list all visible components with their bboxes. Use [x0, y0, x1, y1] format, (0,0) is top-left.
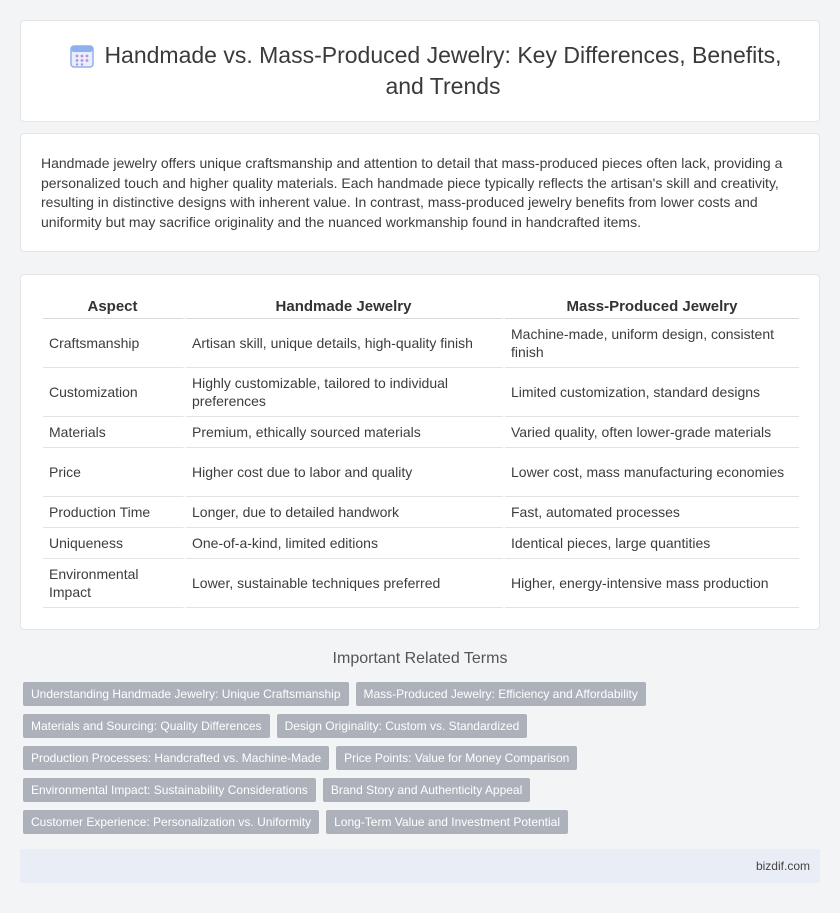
row-aspect: Price: [43, 448, 186, 497]
header-card: [20, 20, 820, 122]
row-mass-produced: Higher, energy-intensive mass production: [505, 559, 799, 608]
related-term-tag[interactable]: Environmental Impact: Sustainability Considerations: [23, 778, 316, 802]
related-terms-list: [23, 682, 813, 842]
row-mass-produced: Machine-made, uniform design, consistent finish: [505, 319, 799, 368]
header-mass-produced: Mass-Produced Jewelry: [505, 295, 799, 319]
row-aspect: Uniqueness: [43, 528, 186, 559]
row-aspect: Customization: [43, 368, 186, 417]
table-row: [43, 528, 799, 559]
row-aspect: Production Time: [43, 497, 186, 528]
header-aspect: Aspect: [43, 295, 186, 319]
related-term-tag[interactable]: Production Processes: Handcrafted vs. Machine-Made: [23, 746, 329, 770]
row-handmade: Premium, ethically sourced materials: [186, 417, 505, 448]
row-mass-produced: Varied quality, often lower-grade materials: [505, 417, 799, 448]
table-row: [43, 559, 799, 608]
related-term-tag[interactable]: Price Points: Value for Money Comparison: [336, 746, 577, 770]
table-row: [43, 368, 799, 417]
intro-card: [20, 133, 820, 252]
header-handmade: Handmade Jewelry: [186, 295, 505, 319]
table-header-row: [43, 295, 799, 319]
calendar-icon: [68, 42, 96, 70]
row-handmade: Higher cost due to labor and quality: [186, 448, 505, 497]
related-term-tag[interactable]: Customer Experience: Personalization vs. Uniformity: [23, 810, 319, 834]
comparison-table-card: [20, 274, 820, 630]
row-mass-produced: Identical pieces, large quantities: [505, 528, 799, 559]
comparison-table: [43, 295, 799, 608]
table-row: [43, 319, 799, 368]
row-aspect: Craftsmanship: [43, 319, 186, 368]
table-row: [43, 417, 799, 448]
row-handmade: Longer, due to detailed handwork: [186, 497, 505, 528]
footer-site-link[interactable]: bizdif.com: [755, 859, 810, 873]
row-aspect: Materials: [43, 417, 186, 448]
row-handmade: Highly customizable, tailored to individual preferences: [186, 368, 505, 417]
row-handmade: One-of-a-kind, limited editions: [186, 528, 505, 559]
table-row: [43, 448, 799, 497]
table-row: [43, 497, 799, 528]
related-term-tag[interactable]: Mass-Produced Jewelry: Efficiency and Affordability: [356, 682, 646, 706]
page-title: Handmade vs. Mass-Produced Jewelry: Key Differences, Benefits, and Trends: [104, 42, 782, 99]
row-handmade: Artisan skill, unique details, high-quality finish: [186, 319, 505, 368]
row-aspect: Environmental Impact: [43, 559, 186, 608]
related-term-tag[interactable]: Brand Story and Authenticity Appeal: [323, 778, 530, 802]
related-term-tag[interactable]: Understanding Handmade Jewelry: Unique Craftsmanship: [23, 682, 349, 706]
row-mass-produced: Limited customization, standard designs: [505, 368, 799, 417]
related-term-tag[interactable]: Materials and Sourcing: Quality Differences: [23, 714, 270, 738]
title-wrap: [40, 40, 800, 102]
row-mass-produced: Fast, automated processes: [505, 497, 799, 528]
related-term-tag[interactable]: Design Originality: Custom vs. Standardized: [277, 714, 528, 738]
related-term-tag[interactable]: Long-Term Value and Investment Potential: [326, 810, 568, 834]
footer: [20, 849, 820, 883]
row-handmade: Lower, sustainable techniques preferred: [186, 559, 505, 608]
row-mass-produced: Lower cost, mass manufacturing economies: [505, 448, 799, 497]
related-terms-title: Important Related Terms: [332, 650, 508, 667]
intro-paragraph: Handmade jewelry offers unique craftsmanship and attention to detail that mass-produced pieces often lack, providing a personalized touch and higher quality materials. Each handmade piece typically reflects the artisan's skill and creativity, resulting in distinctive designs with inherent value. In contrast, mass-produced jewelry benefits from lower costs and uniformity but may sacrifice originality and the nuanced workmanship found in handcrafted items.: [41, 155, 783, 230]
